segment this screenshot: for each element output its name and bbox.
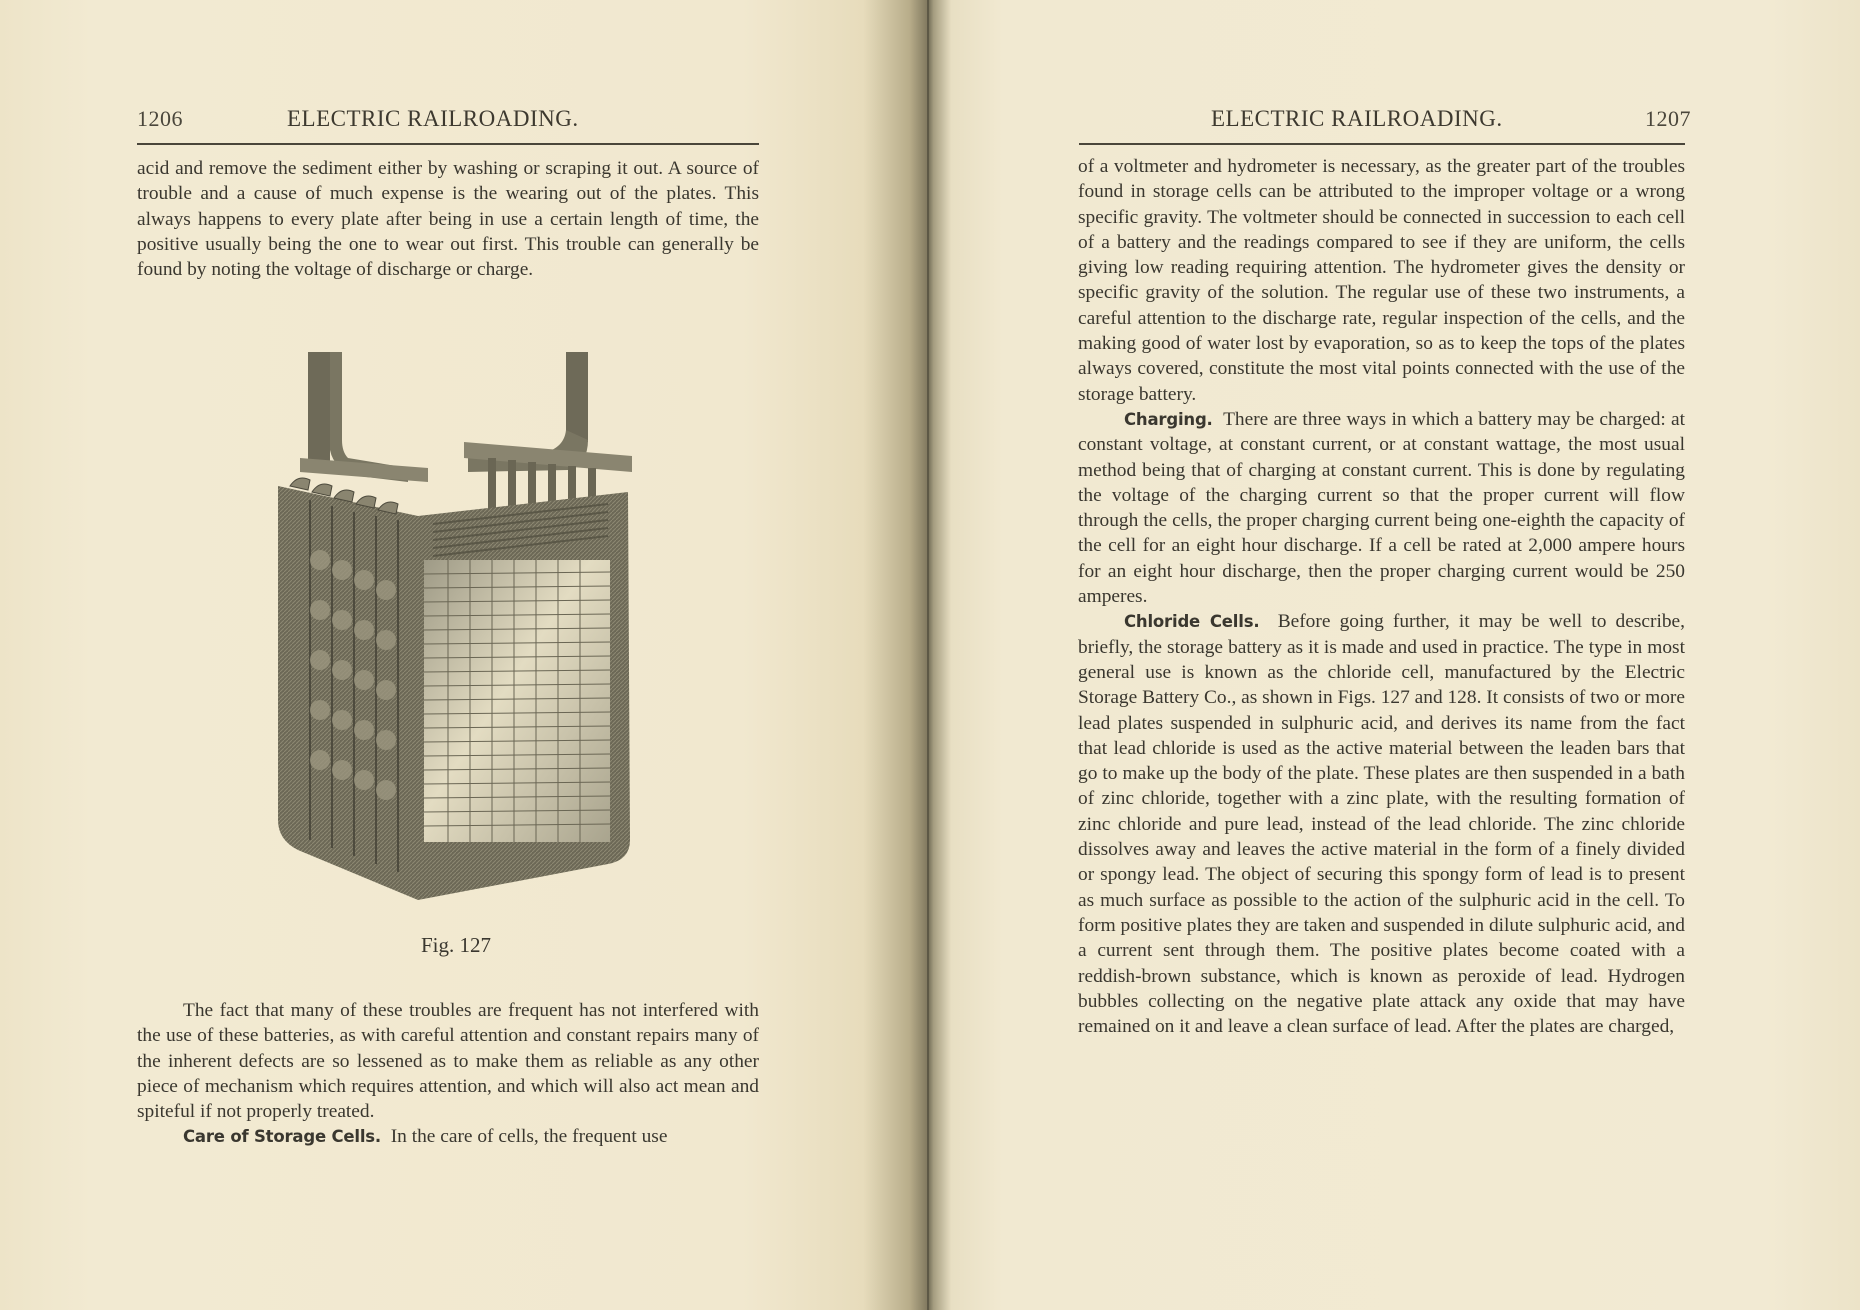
charging-heading: Charging. xyxy=(1124,409,1213,429)
storage-cell-illustration-icon xyxy=(268,340,644,930)
right-page-number: 1207 xyxy=(1645,106,1691,131)
figure-127-illustration xyxy=(268,340,644,930)
left-page-number: 1206 xyxy=(137,106,183,131)
left-header-rule xyxy=(137,143,759,145)
right-page xyxy=(928,0,1860,1310)
left-page xyxy=(0,0,928,1310)
left-paragraph-1: acid and remove the sediment either by washing or scraping it out. A source of trouble and a cause of much expense is the wearing out of the plates. This always happens to every plate after being in use a certain length of time, the positive usually being the one to wear out first. This trouble can generally be found by noting the voltage of discharge or charge. xyxy=(137,158,759,281)
right-paragraph-2-text: There are three ways in which a battery may be charged: at constant voltage, at constant current, or at constant wattage, the most usual method being that of charging at constant current. This is done by regulating the voltage of the charging current so that the proper current will flow through the cells, the proper charging current being one-eighth the capacity of the cell for an eight hour discharge. If a cell be rated at 2,000 ampere hours for an eight hour discharge, then the proper charging current would be 250 amperes. xyxy=(1078,408,1685,608)
figure-caption: Fig. 127 xyxy=(420,933,491,957)
right-header-rule xyxy=(1079,143,1685,145)
right-paragraph-1: of a voltmeter and hydrometer is necessary, as the greater part of the troubles found in storage cells can be attributed to the improper voltage or a wrong specific gravity. The voltmeter should be connected in succession to each cell of a battery and the readings compared to see if they are uniform, the cells giving low reading requiring attention. The hydrometer gives the density or specific gravity of the solution. The regular use of these two instruments, a careful attention to the discharge rate, regular inspection of the cells, and the making good of water lost by evaporation, so as to keep the tops of the plates always covered, constitute the most vital points connected with the use of the storage battery. xyxy=(1078,156,1685,405)
right-running-title: ELECTRIC RAILROADING. xyxy=(1211,106,1503,131)
chloride-cells-heading: Chloride Cells. xyxy=(1124,612,1260,632)
left-top-text xyxy=(137,156,759,282)
right-paragraph-3-text: Before going further, it may be well to describe, briefly, the storage battery as it is made and used in practice. The type in most general use is known as the chloride cell, manufactured by the Electric Storage Battery Co., as shown in Figs. 127 and 128. It consists of two or more lead plates suspended in sulphuric acid, and derives its name from the fact that lead chloride is used as the active material between the leaden bars that go to make up the body of the plate. These plates are then suspended in a bath of zinc chloride, together with a zinc plate, with the resulting formation of zinc chloride and pure lead, instead of the lead chloride. The zinc chloride dissolves away and leaves the active material in the form of a finely divided or spongy lead. The object of securing this spongy form of lead is to present as much surface as possible to the action of the sulphuric acid in the cell. To form positive plates they are taken and suspended in dilute sulphuric acid, and a current sent through them. The positive plates become coated with a reddish-brown substance, which is known as peroxide of lead. Hydrogen bubbles collecting on the negative plate attack any oxide that may have remained on it and leave a clean surface of lead. After the plates are charged, xyxy=(1078,611,1685,1038)
left-running-head xyxy=(137,106,759,140)
right-paragraph-2 xyxy=(1078,407,1685,609)
right-body-text xyxy=(1078,154,1685,1039)
right-running-head xyxy=(1211,106,1691,140)
left-running-title: ELECTRIC RAILROADING. xyxy=(287,106,579,131)
left-paragraph-3 xyxy=(137,1124,759,1149)
right-paragraph-3 xyxy=(1078,609,1685,1039)
care-of-storage-cells-heading: Care of Storage Cells. xyxy=(183,1127,381,1147)
left-paragraph-3-text: In the care of cells, the frequent use xyxy=(390,1126,668,1148)
left-paragraph-2: The fact that many of these troubles are frequent has not interfered with the use of these batteries, as with careful attention and constant repairs many of the inherent defects are so lessened as to make them as reliable as any other piece of mechanism which requires attention, and which will also act mean and spiteful if not properly treated. xyxy=(137,1000,759,1123)
left-bottom-text xyxy=(137,998,759,1150)
book-gutter xyxy=(927,0,929,1310)
